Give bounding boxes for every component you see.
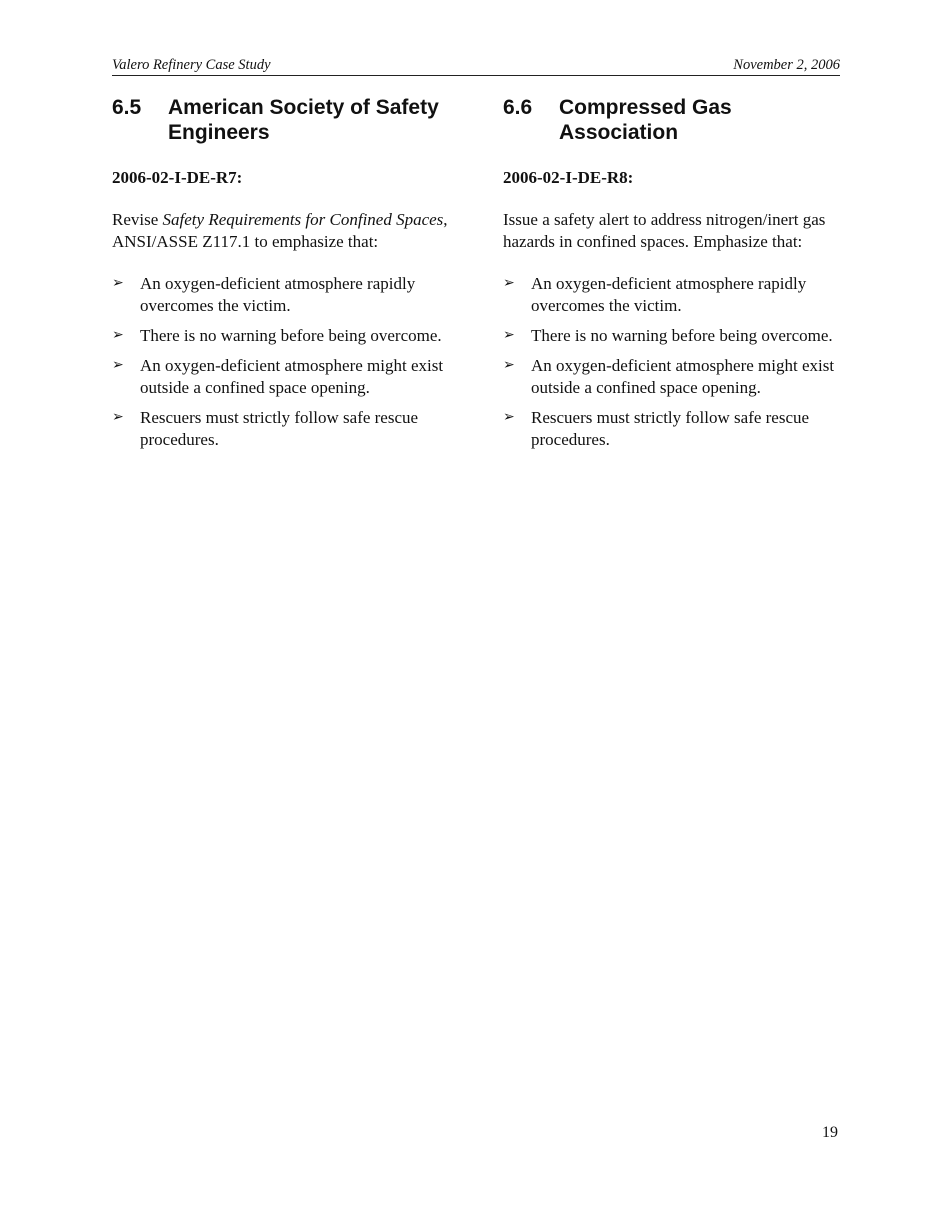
section-heading xyxy=(503,95,843,145)
recommendation-id: 2006-02-I-DE-R8: xyxy=(503,168,634,187)
list-item xyxy=(503,325,843,347)
recommendation-intro xyxy=(112,209,452,253)
section-6-6 xyxy=(503,95,843,459)
list-item xyxy=(112,273,452,317)
section-title: American Society of Safety Engineers xyxy=(168,96,439,144)
section-number: 6.6 xyxy=(503,96,533,119)
bullet-list xyxy=(112,273,452,451)
bullet-text: An oxygen-deficient atmosphere rapidly overcomes the victim. xyxy=(531,274,807,315)
section-6-5 xyxy=(112,95,452,459)
bullet-text: An oxygen-deficient atmosphere might exist outside a confined space opening. xyxy=(140,356,444,397)
intro-prefix: Revise xyxy=(112,210,163,229)
arrow-bullet-icon: ➢ xyxy=(112,410,124,425)
intro-emphasis: Safety Requirements for Confined Spaces xyxy=(162,210,444,229)
bullet-text: An oxygen-deficient atmosphere rapidly overcomes the victim. xyxy=(140,274,416,315)
arrow-bullet-icon: ➢ xyxy=(112,358,124,373)
list-item xyxy=(503,355,843,399)
list-item xyxy=(503,273,843,317)
page-number: 19 xyxy=(822,1124,838,1141)
arrow-bullet-icon: ➢ xyxy=(112,276,124,291)
arrow-bullet-icon: ➢ xyxy=(112,328,124,343)
list-item xyxy=(503,407,843,451)
recommendation-intro: Issue a safety alert to address nitrogen/inert gas hazards in confined spaces. Emphasize that: xyxy=(503,210,826,251)
bullet-list xyxy=(503,273,843,451)
bullet-text: Rescuers must strictly follow safe rescue procedures. xyxy=(140,408,419,449)
recommendation-id: 2006-02-I-DE-R7: xyxy=(112,168,243,187)
arrow-bullet-icon: ➢ xyxy=(503,328,515,343)
list-item xyxy=(112,407,452,451)
bullet-text: Rescuers must strictly follow safe rescue procedures. xyxy=(531,408,810,449)
document-title: Valero Refinery Case Study xyxy=(112,57,271,73)
bullet-text: There is no warning before being overcome. xyxy=(531,326,833,345)
section-number: 6.5 xyxy=(112,96,142,119)
list-item xyxy=(112,325,452,347)
intro-suffix: , ANSI/ASSE Z117.1 to emphasize that: xyxy=(112,210,448,251)
arrow-bullet-icon: ➢ xyxy=(503,276,515,291)
arrow-bullet-icon: ➢ xyxy=(503,410,515,425)
document-date: November 2, 2006 xyxy=(733,57,840,73)
bullet-text: An oxygen-deficient atmosphere might exist outside a confined space opening. xyxy=(531,356,835,397)
bullet-text: There is no warning before being overcome. xyxy=(140,326,442,345)
arrow-bullet-icon: ➢ xyxy=(503,358,515,373)
section-heading xyxy=(112,95,452,145)
page-header xyxy=(112,56,840,76)
list-item xyxy=(112,355,452,399)
section-title: Compressed Gas Association xyxy=(559,96,732,144)
